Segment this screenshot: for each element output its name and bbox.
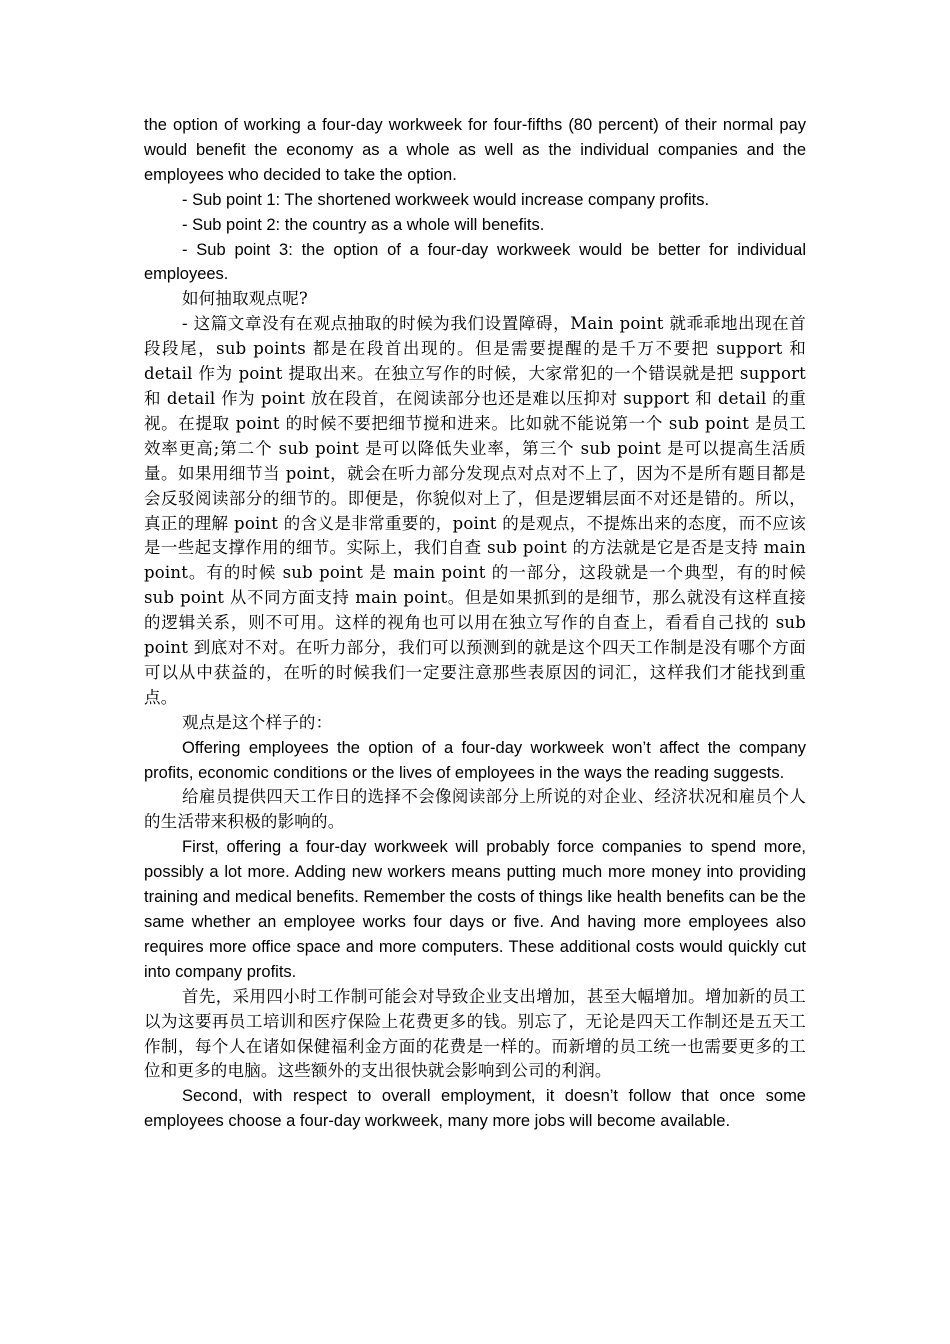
paragraph-main-point-tail: the option of working a four-day workweek for four-fifths (80 percent) of their normal pay would benefit the economy as a whole as well as the individual companies and the employees who decided to take the option.: [144, 116, 806, 184]
paragraph-viewpoint-heading: 观点是这个样子的：: [182, 712, 333, 732]
paragraph-lecture-main-point: Offering employees the option of a four-day workweek won’t affect the company profits, economic conditions or the lives of employees in the ways the reading suggests.: [144, 738, 806, 782]
paragraph-lecture-main-point-translation: 给雇员提供四天工作日的选择不会像阅读部分上所说的对企业、经济状况和雇员个人的生活带来积极的影响的。: [144, 787, 806, 832]
paragraph-sub-point-2: - Sub point 2: the country as a whole will benefits.: [182, 215, 545, 234]
paragraph-how-to-extract: 如何抽取观点呢?: [182, 289, 308, 309]
document-page: [144, 113, 806, 1134]
paragraph-first-argument: First, offering a four-day workweek will probably force companies to spend more, possibly a lot more. Adding new workers means putting much more money into providing training and medical benefits. Remember the costs of things like health benefits can be the same whether an employee works four days or five. And having more employees also requires more office space and more computers. These additional costs would quickly cut into company profits.: [144, 838, 806, 981]
paragraph-second-argument: Second, with respect to overall employment, it doesn’t follow that once some employees choose a four-day workweek, many more jobs will become available.: [144, 1087, 806, 1131]
paragraph-extraction-explanation: - 这篇文章没有在观点抽取的时候为我们设置障碍，Main point 就乖乖地出现在首段段尾，sub points 都是在段首出现的。但是需要提醒的是千万不要把 support 和 detail 作为 point 提取出来。在独立写作的时候，大家常犯的一个错误就是把 support 和 detail 作为 point 放在段首，在阅读部分也还是难以压抑对 support 和 detail 的重视。在提取 point 的时候不要把细节搅和进来。比如就不能说第一个 sub point 是员工效率更高;第二个 sub point 是可以降低失业率，第三个 sub point 是可以提高生活质量。如果用细节当 point，就会在听力部分发现点对点对不上了，因为不是所有题目都是会反驳阅读部分的细节的。即便是，你貌似对上了，但是逻辑层面不对还是错的。所以，真正的理解 point 的含义是非常重要的，point 的是观点，不提炼出来的态度，而不应该是一些起支撑作用的细节。实际上，我们自查 sub point 的方法就是它是否是支持 main point。有的时候 sub point 是 main point 的一部分，这段就是一个典型，有的时候 sub point 从不同方面支持 main point。但是如果抓到的是细节，那么就没有这样直接的逻辑关系，则不可用。这样的视角也可以用在独立写作的自查上，看看自己找的 sub point 到底对不对。在听力部分，我们可以预测到的就是这个四天工作制是没有哪个方面可以从中获益的，在听的时候我们一定要注意那些表原因的词汇，这样我们才能找到重点。: [144, 314, 806, 707]
paragraph-first-argument-translation: 首先，采用四小时工作制可能会对导致企业支出增加，甚至大幅增加。增加新的员工以为这要再员工培训和医疗保险上花费更多的钱。别忘了，无论是四天工作制还是五天工作制，每个人在诸如保健福利金方面的花费是一样的。而新增的员工统一也需要更多的工位和更多的电脑。这些额外的支出很快就会影响到公司的利润。: [144, 986, 806, 1081]
paragraph-sub-point-1: - Sub point 1: The shortened workweek would increase company profits.: [182, 190, 710, 209]
paragraph-sub-point-3: - Sub point 3: the option of a four-day workweek would be better for individual employees.: [144, 240, 806, 284]
